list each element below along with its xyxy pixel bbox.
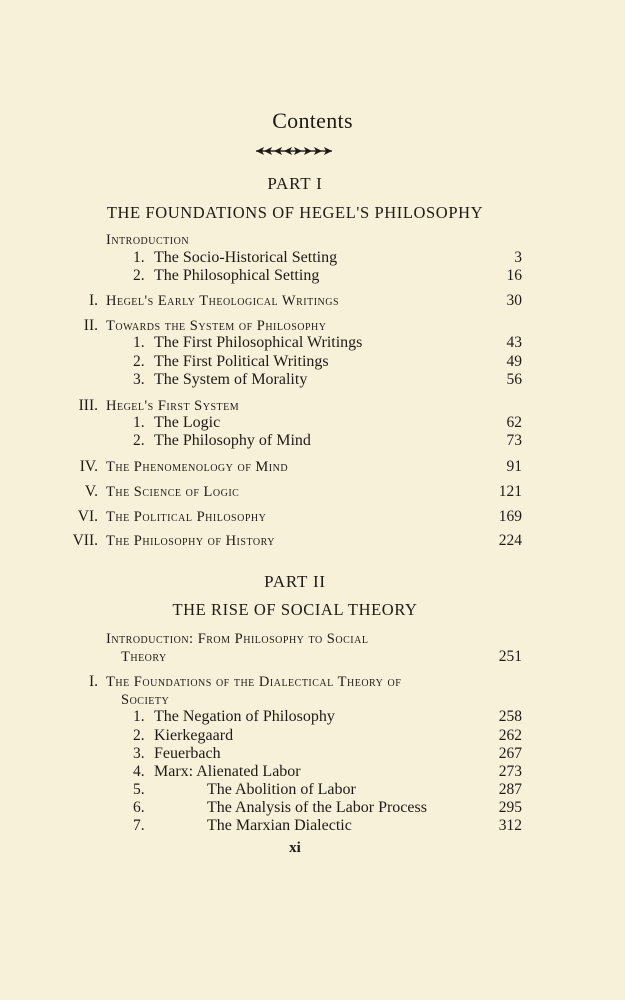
toc-entry: 2. The Philosophy of Mind 73 — [133, 432, 522, 449]
part-2-label: PART II — [264, 572, 326, 591]
toc-entry: 6. The Analysis of the Labor Process 295 — [133, 799, 522, 816]
chapter-entry: I. The Foundations of the Dialectical Theory of — [88, 673, 402, 690]
chapter-title-continued: Society — [121, 692, 170, 708]
toc-entry: 4. Marx: Alienated Labor 273 — [133, 763, 522, 780]
chapter-entry: VI. The Political Philosophy 169 — [77, 508, 522, 525]
chapter-entry: V. The Science of Logic 121 — [84, 483, 522, 500]
part-2-title: THE RISE OF SOCIAL THEORY — [172, 600, 418, 619]
page-title: Contents — [272, 108, 353, 133]
toc-entry: 3. The System of Morality 56 — [133, 371, 522, 388]
chapter-entry: VII. The Philosophy of History 224 — [72, 532, 522, 549]
toc-entry: 3. Feuerbach 267 — [133, 745, 522, 762]
part-1-label: PART I — [267, 174, 323, 193]
toc-entry: 2. The Philosophical Setting 16 — [133, 267, 522, 284]
page-number: xi — [289, 840, 301, 856]
part-2-introduction: Introduction: From Philosophy to Social — [106, 631, 369, 647]
toc-entry: 2. The First Political Writings 49 — [133, 353, 522, 370]
chapter-entry: III. Hegel's First System — [78, 397, 240, 414]
chapter-entry: II. Towards the System of Philosophy — [83, 317, 327, 334]
toc-entry: 2. Kierkegaard 262 — [133, 727, 522, 744]
toc-entry: 1. The Negation of Philosophy 258 — [133, 708, 522, 725]
part-1-introduction: Introduction — [106, 232, 190, 248]
toc-entry: 1. The Logic 62 — [133, 414, 522, 431]
toc-entry: 1. The Socio-Historical Setting 3 — [133, 249, 522, 266]
part-1-title: THE FOUNDATIONS OF HEGEL'S PHILOSOPHY — [106, 203, 484, 222]
ornament-divider-icon — [254, 144, 334, 158]
toc-entry: 5. The Abolition of Labor 287 — [133, 781, 522, 798]
toc-entry: 1. The First Philosophical Writings 43 — [133, 334, 522, 351]
chapter-entry: I. Hegel's Early Theological Writings 30 — [88, 292, 522, 309]
toc-entry: 7. The Marxian Dialectic 312 — [133, 817, 522, 834]
chapter-entry: IV. The Phenomenology of Mind 91 — [79, 458, 522, 475]
toc-entry: Theory 251 — [121, 648, 522, 665]
